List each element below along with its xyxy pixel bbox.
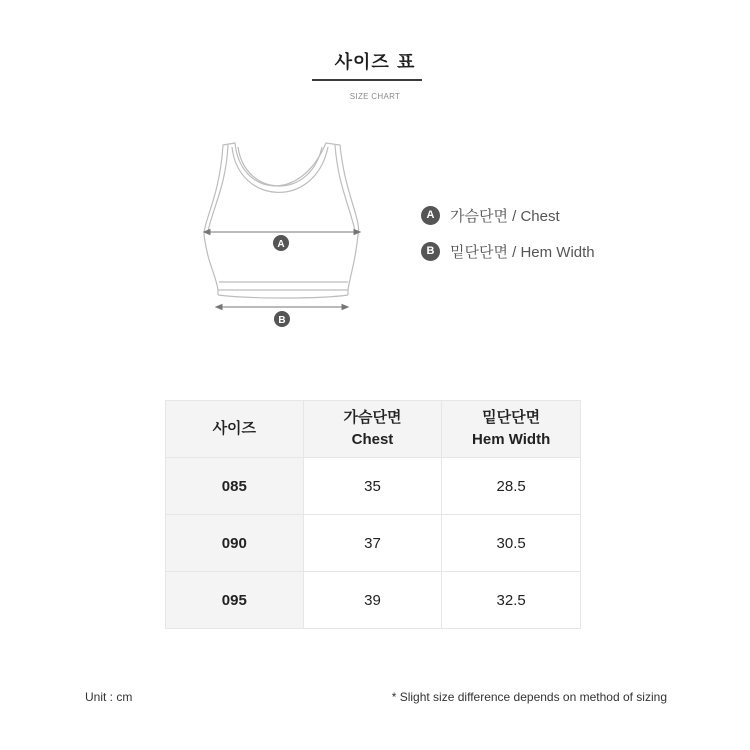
- hem-cell: 28.5: [442, 458, 581, 515]
- table-row: [166, 515, 581, 572]
- hem-cell: 30.5: [442, 515, 581, 572]
- size-cell: 085: [166, 458, 304, 515]
- table-row: [166, 458, 581, 515]
- measurement-legend: [421, 203, 595, 275]
- title-divider: [312, 79, 422, 81]
- svg-text:B: B: [278, 315, 286, 326]
- table-row: [166, 572, 581, 629]
- sizing-note: * Slight size difference depends on method of sizing: [391, 690, 667, 704]
- svg-text:A: A: [277, 239, 285, 250]
- header-hem: 밑단단면 Hem Width: [442, 401, 581, 458]
- page-title: 사이즈 표: [334, 52, 416, 73]
- hem-cell: 32.5: [442, 572, 581, 629]
- chest-cell: 37: [303, 515, 442, 572]
- badge-b-icon: B: [421, 242, 440, 261]
- legend-item-hem: [421, 239, 595, 263]
- size-table: [165, 400, 581, 629]
- legend-label: 밑단단면 / Hem Width: [450, 243, 595, 261]
- chest-cell: 35: [303, 458, 442, 515]
- size-cell: 095: [166, 572, 304, 629]
- header-size: 사이즈: [166, 401, 304, 458]
- size-cell: 090: [166, 515, 304, 572]
- legend-label: 가슴단면 / Chest: [450, 207, 560, 225]
- sports-bra-diagram-icon: [190, 135, 380, 335]
- table-header-row: [166, 401, 581, 458]
- legend-item-chest: [421, 203, 595, 227]
- page-subtitle: SIZE CHART: [349, 92, 401, 101]
- chest-cell: 39: [303, 572, 442, 629]
- garment-illustration: [190, 135, 380, 335]
- header-chest: 가슴단면 Chest: [303, 401, 442, 458]
- badge-a-icon: A: [421, 206, 440, 225]
- unit-label: Unit : cm: [85, 690, 133, 704]
